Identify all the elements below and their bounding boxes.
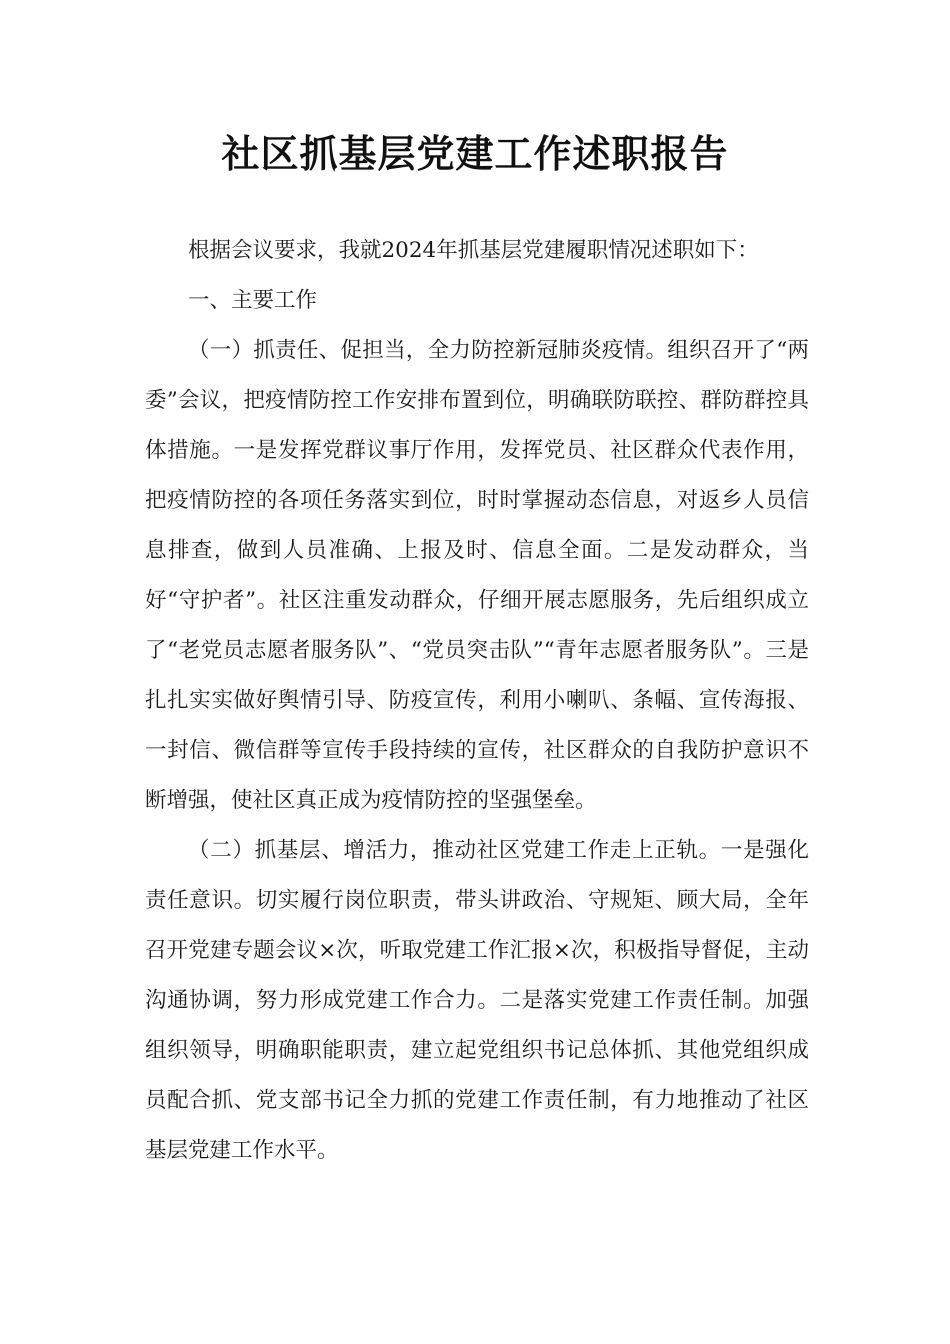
- intro-paragraph: 根据会议要求，我就2024年抓基层党建履职情况述职如下：: [188, 238, 759, 263]
- document-body: [145, 226, 809, 1176]
- document-title: 社区抓基层党建工作述职报告: [221, 132, 729, 176]
- section-heading: 一、主要工作: [188, 288, 318, 313]
- body-paragraph-1: （一）抓责任、促担当，全力防控新冠肺炎疫情。组织召开了“两委”会议，把疫情防控工作安排布置到位，明确联防联控、群防群控具体措施。一是发挥党群议事厅作用，发挥党员、社区群众代表作用，把疫情防控的各项任务落实到位，时时掌握动态信息，对返乡人员信息排查，做到人员准确、上报及时、信息全面。二是发动群众，当好“守护者”。社区注重发动群众，仔细开展志愿服务，先后组织成立了“老党员志愿者服务队”、“党员突击队”“青年志愿者服务队”。三是扎扎实实做好舆情引导、防疫宣传，利用小喇叭、条幅、宣传海报、一封信、微信群等宣传手段持续的宣传，社区群众的自我防护意识不断增强，使社区真正成为疫情防控的坚强堡垒。: [145, 338, 809, 813]
- body-paragraph-2: （二）抓基层、增活力，推动社区党建工作走上正轨。一是强化责任意识。切实履行岗位职责，带头讲政治、守规矩、顾大局，全年召开党建专题会议×次，听取党建工作汇报×次，积极指导督促，主动沟通协调，努力形成党建工作合力。二是落实党建工作责任制。加强组织领导，明确职能职责，建立起党组织书记总体抓、其他党组织成员配合抓、党支部书记全力抓的党建工作责任制，有力地推动了社区基层党建工作水平。: [145, 838, 809, 1163]
